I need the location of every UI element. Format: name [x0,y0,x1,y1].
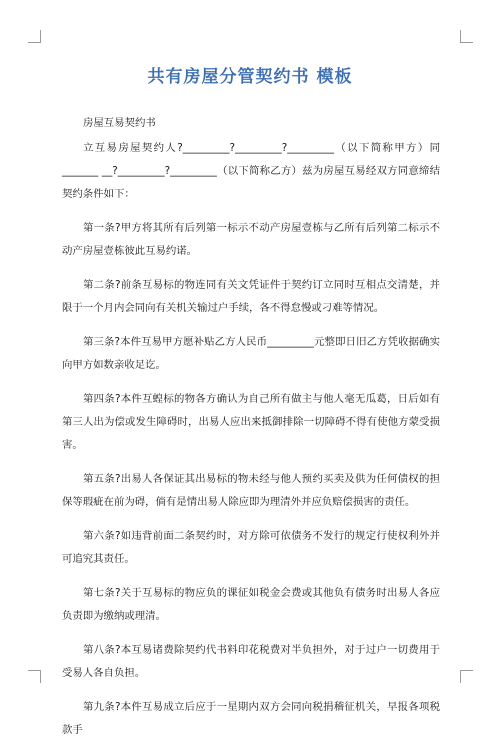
paragraph-article-4: 第四条?本件互蝗标的物各方确认为自己所有做主与他人毫无瓜葛，日后如有第三人出为偿或发生障碍时，出易人应出来抵御排除一切障碍不得有使他方蒙受损害。 [62,393,440,451]
crop-mark-top-right [460,30,473,43]
document-subtitle: 房屋互易契约书 [83,117,156,129]
paragraph-article-2: 第二条?前条互易标的物连同有关文凭证件于契约订立同时互相点交清楚，并限于一个月内会同向有关机关输过户手续，各不得怠慢或刁难等情况。 [62,279,440,314]
paragraph-article-1: 第一条?甲方将其所有后列第一标示不动产房屋壹栋与乙所有后列第二标示不动产房屋壹栋彼此互易约诺。 [62,222,440,257]
crop-mark-bottom-right [460,670,473,683]
paragraph-article-8: 第八条?本互易诸费除契约代书料印花税费对半负担外，对于过户一切费用于受易人各自负担。 [62,644,440,679]
document-body [62,112,440,753]
paragraph-article-9: 第九条?本件互易成立后应于一星期内双方会同向税捐稽征机关，早报各项税款手 [62,701,440,736]
document-title: 共有房屋分管契约书 模板 [147,67,353,87]
paragraph-intro: 立互易房屋契约人?_________?_________?_________（以下简称甲方）同_______ __?_________?_________（以下简称乙方）兹为房屋互易经双方同意缔结契约条件如下： [62,142,440,200]
paragraph-article-7: 第七条?关于互易标的物应负的课征如税金会费或其他负有债务时出易人各应负责即为缴纳或理清。 [62,587,440,622]
crop-mark-bottom-left [28,670,41,683]
paragraph-article-3: 第三条?本件互易甲方愿补贴乙方人民币_________元整即日旧乙方凭收据确实向甲方如数亲收足讫。 [62,336,440,371]
paragraph-article-6: 第六条?如违背前面二条契约时，对方除可依债务不发行的规定行使权利外并可追究其责任。 [62,530,440,565]
paragraph-article-5: 第五条?出易人各保证其出易标的物未经与他人预约买卖及供为任何债权的担保等瑕疵在前为碍，倘有是情出易人除应即为理清外并应负赔偿损害的责任。 [62,473,440,508]
crop-mark-top-left [28,30,41,43]
